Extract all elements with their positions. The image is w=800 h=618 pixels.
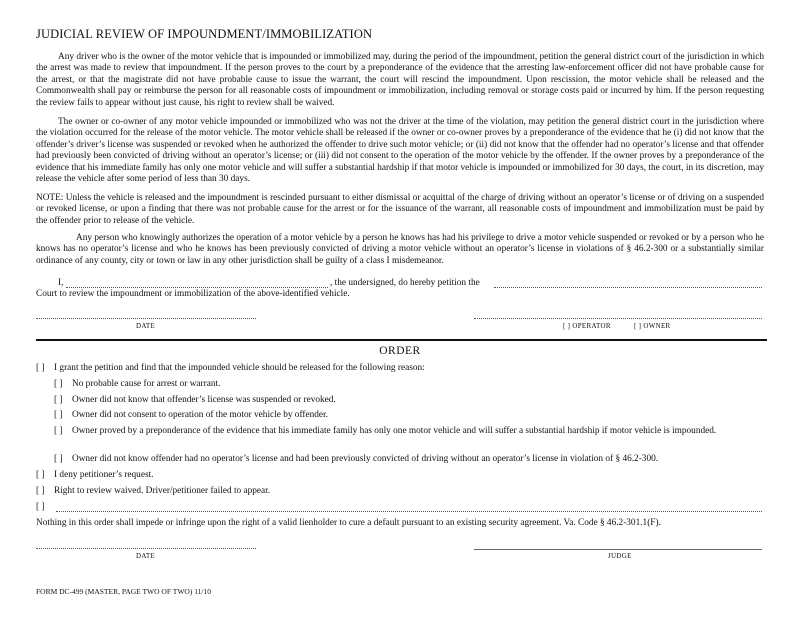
owner-checkbox[interactable]: [ ] OWNER	[634, 322, 671, 330]
judge-signature-field[interactable]	[474, 549, 762, 550]
reason-text: Owner proved by a preponderance of the evidence that his immediate family has only one motor vehicle and will suffer a substantial hardship if motor vehicle is impounded.	[72, 426, 717, 436]
form-title: JUDICIAL REVIEW OF IMPOUNDMENT/IMMOBILIZATION	[36, 27, 373, 41]
waived-text: Right to review waived. Driver/petitioner failed to appear.	[54, 486, 271, 496]
reason-checkbox[interactable]: [ ]	[54, 379, 63, 389]
order-deny-row	[36, 470, 153, 481]
reason-row	[54, 426, 734, 437]
other-reason-field[interactable]	[56, 511, 762, 512]
order-waived-row	[36, 486, 270, 497]
order-date-field[interactable]	[36, 548, 256, 549]
reason-checkbox[interactable]: [ ]	[54, 395, 63, 405]
reason-text: Owner did not know that offender’s license was suspended or revoked.	[72, 395, 336, 405]
order-date-label: DATE	[136, 552, 156, 560]
paragraph-note: NOTE: Unless the vehicle is released and the impoundment is rescinded pursuant to either dismissal or acquittal of the charge of driving without an operator’s license or of driving on a suspended or revoked license, or upon a finding that there was not probable cause for the arrest or for the issuance of the warrant, all reasonable costs of impoundment and immobilization must be paid by the offender prior to release of the vehicle.	[36, 193, 764, 226]
reason-checkbox[interactable]: [ ]	[54, 454, 63, 464]
petitioner-name-field[interactable]	[66, 287, 328, 288]
operator-checkbox[interactable]: [ ] OPERATOR	[563, 322, 611, 330]
reason-text: No probable cause for arrest or warrant.	[72, 379, 221, 389]
deny-text: I deny petitioner’s request.	[54, 470, 154, 480]
reason-row	[54, 395, 336, 406]
grant-text: I grant the petition and find that the impounded vehicle should be released for the following reason:	[54, 363, 425, 373]
lienholder-text: Nothing in this order shall impede or infringe upon the right of a valid lienholder to cure a default pursuant to an existing security agreement. Va. Code § 46.2-301.1(F).	[36, 518, 661, 528]
form-footer: FORM DC-499 (MASTER, PAGE TWO OF TWO) 11/10	[36, 587, 212, 596]
petition-court-text: Court to review the impoundment or immobilization of the above-identified vehicle.	[36, 289, 350, 299]
reason-text: Owner did not consent to operation of the motor vehicle by offender.	[72, 410, 328, 420]
reason-row	[54, 410, 328, 421]
petition-date-field[interactable]	[36, 318, 256, 319]
order-grant-row	[36, 363, 425, 374]
reason-row	[54, 454, 658, 465]
paragraph-co-owner-release: The owner or co-owner of any motor vehicle impounded or immobilized who was not the driver at the time of the violation, may petition the general district court in the jurisdiction where the violation occurred for the release of the motor vehicle. The motor vehicle shall be released if the owner or co-owner proves by a preponderance of the evidence that he (i) did not know that the offender’s driver’s license was suspended or revoked when he authorized the offender to drive such motor vehicle; or (ii) did not know that the offender had no operator’s license and that offender had previously been convicted of driving without an operator’s license; or (iii) did not consent to the operation of the motor vehicle by the offender. If the owner proves by a preponderance of the evidence that his immediate family has only one motor vehicle and will suffer a substantial hardship if that motor vehicle is impounded or immobilized for 30 days, the court, in its discretion, may release the vehicle after some period of less than 30 days.	[36, 117, 764, 185]
judge-label: JUDGE	[608, 552, 632, 560]
petition-date-label: DATE	[136, 322, 156, 330]
petition-i-label: I,	[58, 278, 64, 288]
order-heading: ORDER	[379, 345, 421, 357]
paragraph-misdemeanor: Any person who knowingly authorizes the operation of a motor vehicle by a person he knows has had his privilege to drive a motor vehicle suspended or revoked or by a person who he knows has no operator’s license and who he knows has been previously convicted of driving a motor vehicle without an operator’s license in violations of § 46.2-300 or a substantially similar ordinance of any county, city or town or law in any other jurisdiction shall be guilty of a class I misdemeanor.	[36, 233, 764, 266]
paragraph-owner-review: Any driver who is the owner of the motor vehicle that is impounded or immobilized may, during the period of the impoundment, petition the general district court of the jurisdiction in which the arrest was made to review that impoundment. If the person proves to the court by a preponderance of the evidence that the arresting law-enforcement officer did not have probable cause for the arrest, or that the magistrate did not have probable cause to issue the warrant, the court will rescind the impoundment. Upon rescission, the motor vehicle shall be released and the Commonwealth shall pay or reimburse the person for all reasonable costs of impoundment or immobilization, including removal or storage costs paid or incurred by him. If the person requesting the review fails to appear without just cause, his right to review shall be waived.	[36, 52, 764, 108]
section-divider	[36, 339, 767, 341]
reason-row	[54, 379, 220, 390]
waived-checkbox[interactable]: [ ]	[36, 486, 45, 496]
court-name-field[interactable]	[494, 287, 762, 288]
petition-signature-field[interactable]	[474, 318, 762, 319]
reason-checkbox[interactable]: [ ]	[54, 426, 63, 436]
reason-checkbox[interactable]: [ ]	[54, 410, 63, 420]
petition-undersigned-text: , the undersigned, do hereby petition the	[330, 278, 480, 288]
deny-checkbox[interactable]: [ ]	[36, 470, 45, 480]
reason-text: Owner did not know offender had no operator’s license and had been previously convicted of driving without an operator’s license in violation of § 46.2-300.	[72, 454, 659, 464]
order-other-row	[36, 502, 54, 513]
grant-checkbox[interactable]: [ ]	[36, 363, 45, 373]
other-checkbox[interactable]: [ ]	[36, 502, 45, 512]
